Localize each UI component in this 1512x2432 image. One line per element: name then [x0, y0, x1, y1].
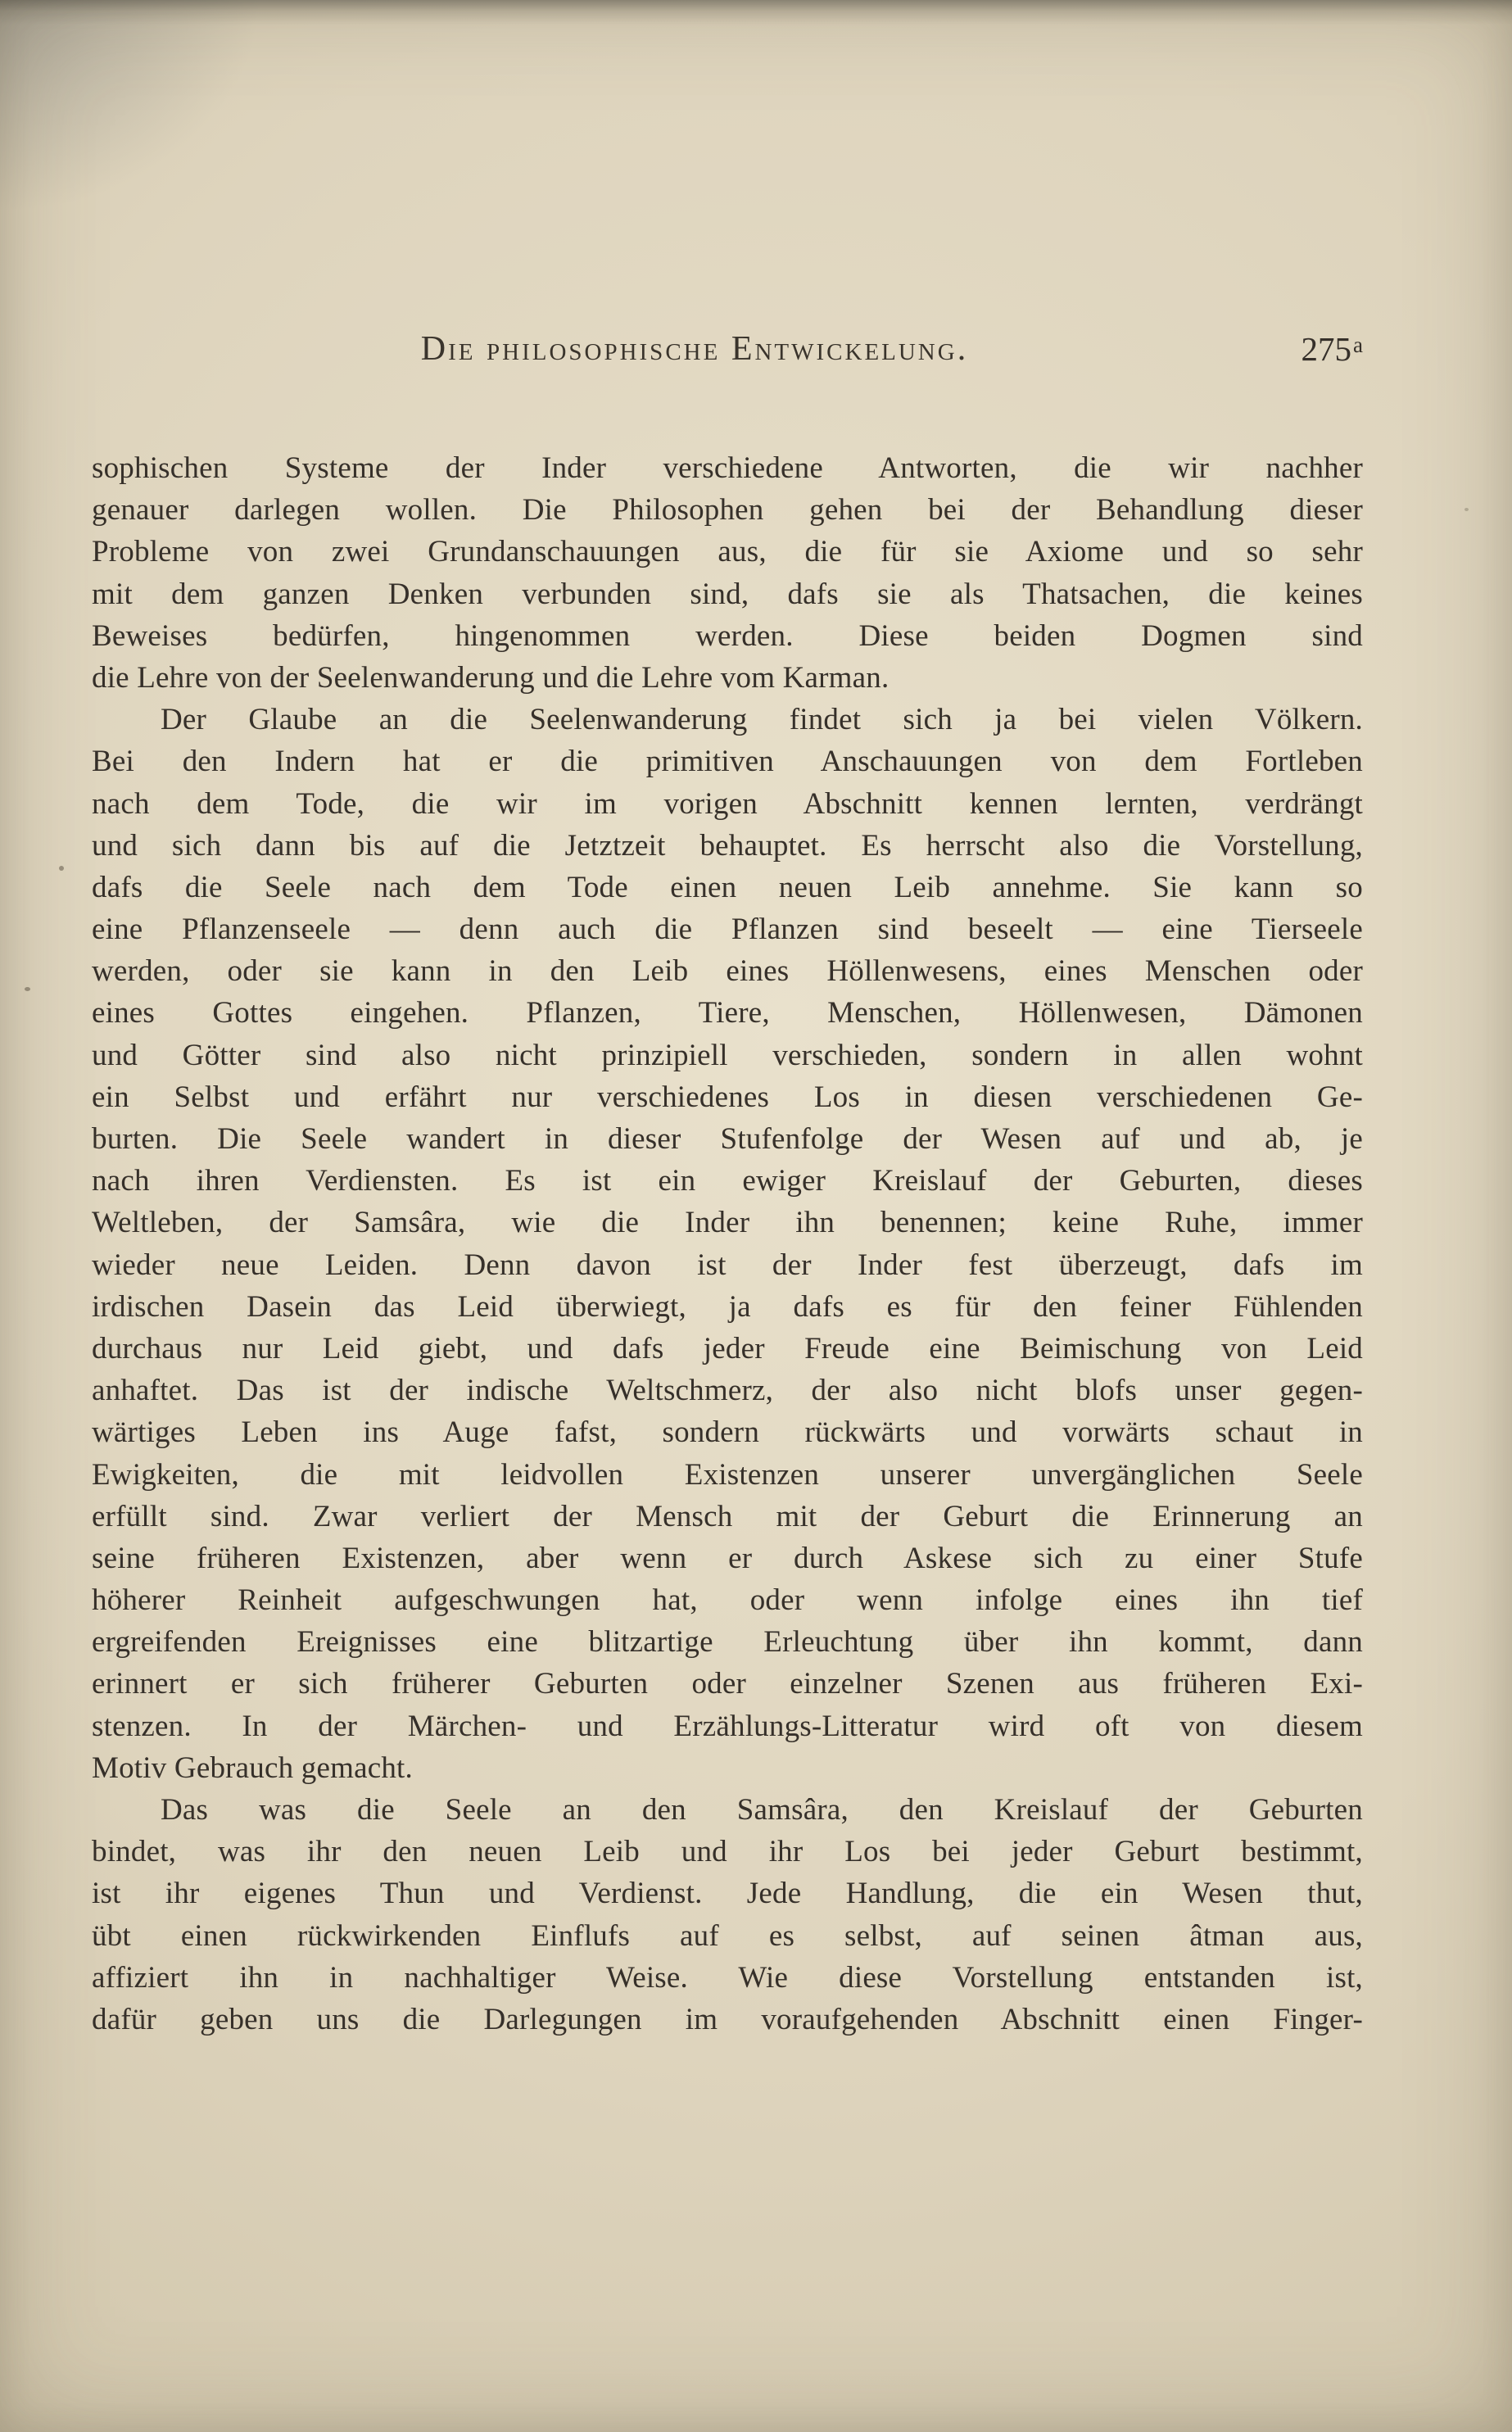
- text-line: und Götter sind also nicht prinzipiell verschieden, sondern in allen wohnt: [92, 1038, 1363, 1072]
- text-line: irdischen Dasein das Leid überwiegt, ja dafs es für den feiner Fühlenden: [92, 1289, 1363, 1324]
- text-line: und sich dann bis auf die Jetztzeit behauptet. Es herrscht also die Vorstellung,: [92, 828, 1363, 863]
- running-header: [92, 329, 1363, 375]
- text-line: mit dem ganzen Denken verbunden sind, dafs sie als Thatsachen, die keines: [92, 577, 1363, 611]
- text-line: eines Gottes eingehen. Pflanzen, Tiere, Menschen, Höllenwesen, Dämonen: [92, 996, 1363, 1030]
- text-line: übt einen rückwirkenden Einflufs auf es selbst, auf seinen âtman aus,: [92, 1918, 1363, 1953]
- text-line: affiziert ihn in nachhaltiger Weise. Wie diese Vorstellung entstanden ist,: [92, 1960, 1363, 1995]
- text-line: seine früheren Existenzen, aber wenn er durch Askese sich zu einer Stufe: [92, 1541, 1363, 1575]
- text-block: [92, 447, 1363, 2040]
- text-line: wieder neue Leiden. Denn davon ist der Inder fest überzeugt, dafs im: [92, 1248, 1363, 1282]
- text-line: Motiv Gebrauch gemacht.: [92, 1750, 413, 1785]
- text-line: anhaftet. Das ist der indische Weltschmerz, der also nicht blofs unser gegen-: [92, 1374, 1363, 1408]
- page-number-suffix: a: [1353, 333, 1363, 357]
- text-line: Bei den Indern hat er die primitiven Anschauungen von dem Fortleben: [92, 745, 1363, 779]
- text-line: erfüllt sind. Zwar verliert der Mensch mit der Geburt die Erinnerung an: [92, 1499, 1363, 1533]
- text-line: genauer darlegen wollen. Die Philosophen gehen bei der Behandlung dieser: [92, 493, 1363, 528]
- text-line: durchaus nur Leid giebt, und dafs jeder Freude eine Beimischung von Leid: [92, 1331, 1363, 1365]
- text-line: erinnert er sich früherer Geburten oder einzelner Szenen aus früheren Exi-: [92, 1667, 1363, 1701]
- text-line: werden, oder sie kann in den Leib eines Höllenwesens, eines Menschen oder: [92, 954, 1363, 989]
- paper-speck: [59, 866, 64, 871]
- text-line: bindet, was ihr den neuen Leib und ihr Los bei jeder Geburt bestimmt,: [92, 1835, 1363, 1869]
- page-number: [1301, 329, 1363, 369]
- text-line: sophischen Systeme der Inder verschiedene Antworten, die wir nachher: [92, 451, 1363, 485]
- text-line: nach ihren Verdiensten. Es ist ein ewiger Kreislauf der Geburten, dieses: [92, 1164, 1363, 1198]
- text-line: nach dem Tode, die wir im vorigen Abschnitt kennen lernten, verdrängt: [92, 786, 1363, 821]
- text-line: dafür geben uns die Darlegungen im voraufgehenden Abschnitt einen Finger-: [92, 2002, 1363, 2036]
- page-number-value: 275: [1301, 330, 1352, 368]
- text-line: Das was die Seele an den Samsâra, den Kreislauf der Geburten: [161, 1793, 1363, 1827]
- text-line: Weltleben, der Samsâra, wie die Inder ihn benennen; keine Ruhe, immer: [92, 1206, 1363, 1240]
- text-line: Beweises bedürfen, hingenommen werden. Diese beiden Dogmen sind: [92, 618, 1363, 653]
- text-line: eine Pflanzenseele — denn auch die Pflanzen sind beseelt — eine Tierseele: [92, 913, 1363, 947]
- paper-speck: [1464, 508, 1469, 511]
- text-line: höherer Reinheit aufgeschwungen hat, oder wenn infolge eines ihn tief: [92, 1583, 1363, 1618]
- text-line: burten. Die Seele wandert in dieser Stufenfolge der Wesen auf und ab, je: [92, 1122, 1363, 1156]
- text-line: die Lehre von der Seelenwanderung und die Lehre vom Karman.: [92, 660, 890, 695]
- text-line: dafs die Seele nach dem Tode einen neuen Leib annehme. Sie kann so: [92, 870, 1363, 904]
- text-line: ist ihr eigenes Thun und Verdienst. Jede Handlung, die ein Wesen thut,: [92, 1877, 1363, 1911]
- text-line: stenzen. In der Märchen- und Erzählungs-Litteratur wird oft von diesem: [92, 1709, 1363, 1743]
- text-line: Probleme von zwei Grundanschauungen aus, die für sie Axiome und so sehr: [92, 535, 1363, 569]
- text-line: ein Selbst und erfährt nur verschiedenes Los in diesen verschiedenen Ge-: [92, 1080, 1363, 1114]
- scan-corner-shadow: [0, 0, 262, 213]
- text-line: Der Glaube an die Seelenwanderung findet sich ja bei vielen Völkern.: [161, 703, 1363, 737]
- text-line: ergreifenden Ereignisses eine blitzartige Erleuchtung über ihn kommt, dann: [92, 1625, 1363, 1660]
- paper-speck: [25, 987, 30, 991]
- running-header-title: Die philosophische Entwickelung.: [420, 330, 969, 368]
- text-line: Ewigkeiten, die mit leidvollen Existenzen unserer unvergänglichen Seele: [92, 1457, 1363, 1492]
- text-line: wärtiges Leben ins Auge fafst, sondern rückwärts und vorwärts schaut in: [92, 1415, 1363, 1450]
